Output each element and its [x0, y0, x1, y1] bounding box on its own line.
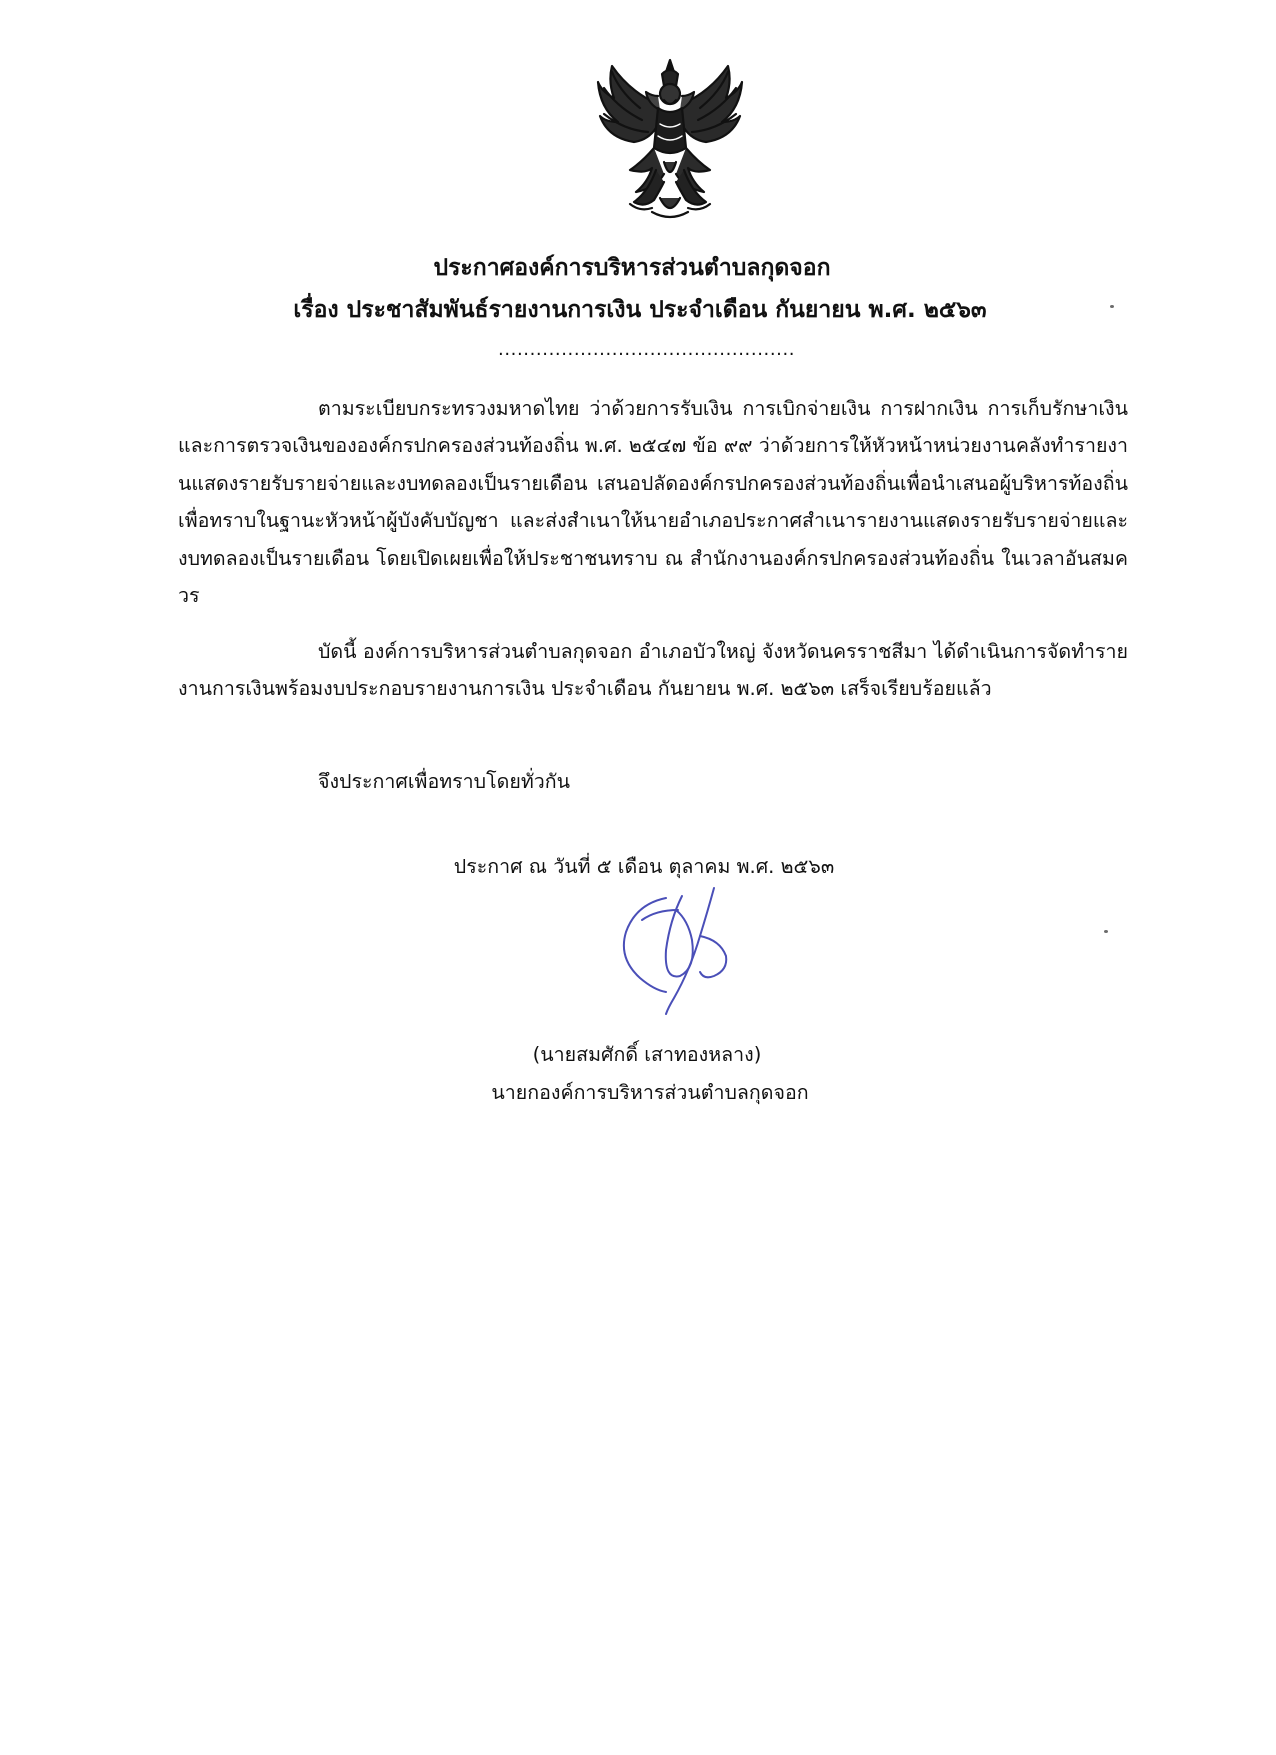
- signer-name: (นายสมศักดิ์ เสาทองหลาง): [532, 1043, 762, 1066]
- handwritten-signature: [596, 880, 766, 1020]
- garuda-emblem-icon: [590, 52, 750, 222]
- announcement-heading: ประกาศองค์การบริหารส่วนตำบลกุดจอก: [433, 255, 831, 281]
- scan-speck: [1110, 305, 1114, 308]
- signer-position: นายกองค์การบริหารส่วนตำบลกุดจอก: [491, 1081, 809, 1104]
- closing-statement: จึงประกาศเพื่อทราบโดยทั่วกัน: [318, 770, 571, 793]
- announcement-date: ประกาศ ณ วันที่ ๕ เดือน ตุลาคม พ.ศ. ๒๕๖๓: [453, 855, 835, 878]
- body-paragraph-1: ตามระเบียบกระทรวงมหาดไทย ว่าด้วยการรับเงิน การเบิกจ่ายเงิน การฝากเงิน การเก็บรักษาเงิน และการตรวจเงินขององค์กรปกครองส่วนท้องถิ่น พ.ศ. ๒๕๔๗ ข้อ ๙๙ ว่าด้วยการให้หัวหน้าหน่วยงานคลังทำรายงานแสดงรายรับรายจ่ายและงบทดลองเป็นรายเดือน เสนอปลัดองค์กรปกครองส่วนท้องถิ่นเพื่อนำเสนอผู้บริหารท้องถิ่นเพื่อทราบในฐานะหัวหน้าผู้บังคับบัญชา และส่งสำเนาให้นายอำเภอประกาศสำเนารายงานแสดงรายรับรายจ่ายและงบทดลองเป็นรายเดือน โดยเปิดเผยเพื่อให้ประชาชนทราบ ณ สำนักงานองค์กรปกครองส่วนท้องถิ่น ในเวลาอันสมควร: [178, 397, 1129, 608]
- scan-speck: [1104, 930, 1108, 933]
- announcement-subject: เรื่อง ประชาสัมพันธ์รายงานการเงิน ประจำเดือน กันยายน พ.ศ. ๒๕๖๓: [293, 297, 987, 323]
- separator-dots: ...............................................: [498, 340, 796, 360]
- body-paragraph-2: บัดนี้ องค์การบริหารส่วนตำบลกุดจอก อำเภอบัวใหญ่ จังหวัดนครราชสีมา ได้ดำเนินการจัดทำรายงานการเงินพร้อมงบประกอบรายงานการเงิน ประจำเดือน กันยายน พ.ศ. ๒๕๖๓ เสร็จเรียบร้อยแล้ว: [178, 640, 1128, 701]
